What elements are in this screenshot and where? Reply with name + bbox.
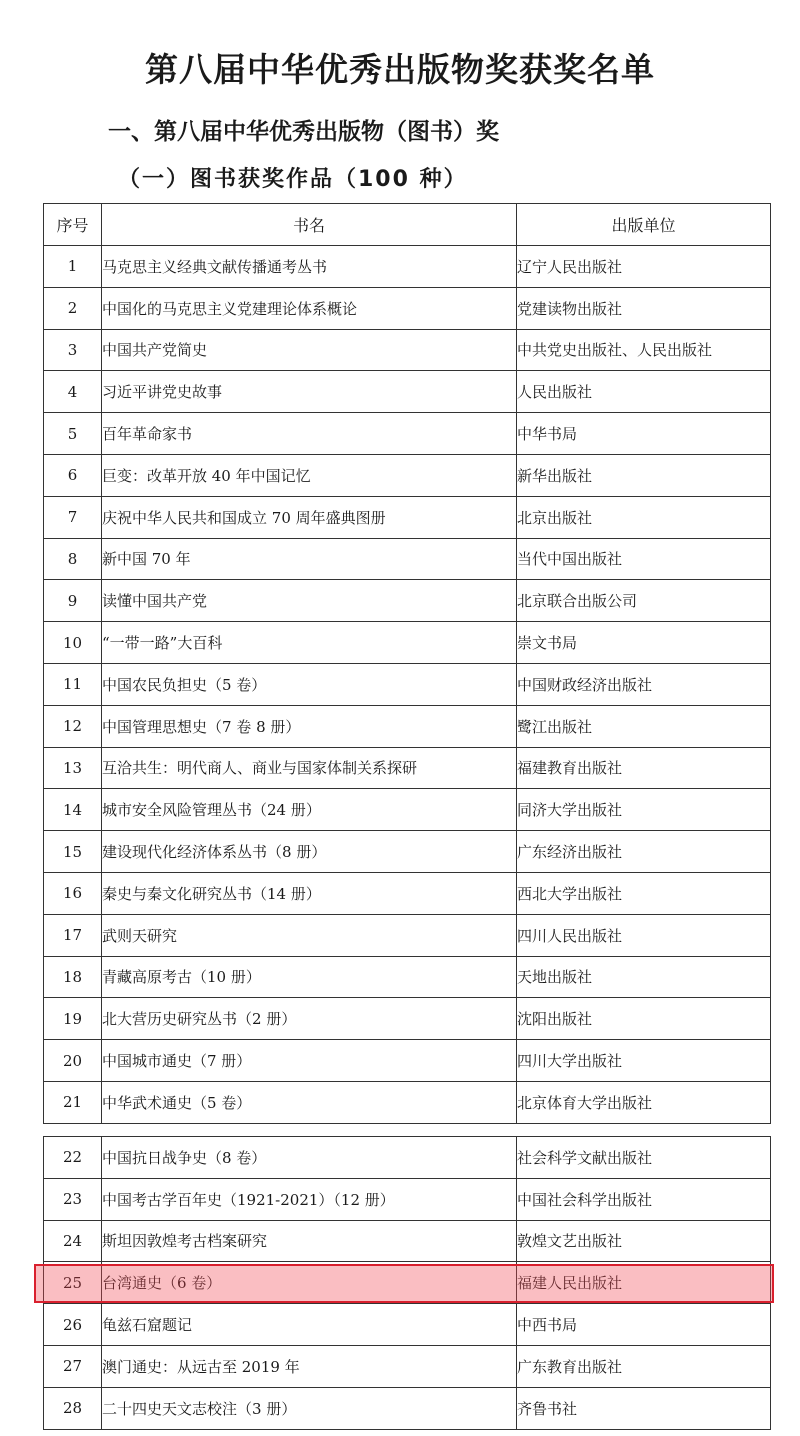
publisher-name: 西北大学出版社 xyxy=(517,872,771,914)
table-row xyxy=(44,705,771,747)
row-number: 27 xyxy=(44,1345,102,1387)
row-number: 1 xyxy=(44,246,102,288)
publisher-name: 人民出版社 xyxy=(517,371,771,413)
table-row xyxy=(44,413,771,455)
book-title: 习近平讲党史故事 xyxy=(102,371,517,413)
book-title: 中国城市通史（7 册） xyxy=(102,1040,517,1082)
book-title: 城市安全风险管理丛书（24 册） xyxy=(102,789,517,831)
book-title: 中国管理思想史（7 卷 8 册） xyxy=(102,705,517,747)
book-title: 青藏高原考古（10 册） xyxy=(102,956,517,998)
table-row xyxy=(44,246,771,288)
row-number: 19 xyxy=(44,998,102,1040)
publisher-name: 北京出版社 xyxy=(517,496,771,538)
row-number: 10 xyxy=(44,622,102,664)
publisher-name: 福建人民出版社 xyxy=(517,1262,771,1304)
row-number: 11 xyxy=(44,663,102,705)
publisher-name: 广东教育出版社 xyxy=(517,1345,771,1387)
table-row xyxy=(44,872,771,914)
table-row xyxy=(44,371,771,413)
row-number: 5 xyxy=(44,413,102,455)
publisher-name: 中西书局 xyxy=(517,1304,771,1346)
row-number: 18 xyxy=(44,956,102,998)
row-number: 2 xyxy=(44,287,102,329)
publisher-name: 崇文书局 xyxy=(517,622,771,664)
row-number: 15 xyxy=(44,831,102,873)
table-row xyxy=(44,789,771,831)
book-title: 建设现代化经济体系丛书（8 册） xyxy=(102,831,517,873)
book-title: 中国考古学百年史（1921-2021）（12 册） xyxy=(102,1178,517,1220)
book-title: 中华武术通史（5 卷） xyxy=(102,1081,517,1123)
row-number: 14 xyxy=(44,789,102,831)
header-no: 序号 xyxy=(44,204,102,246)
highlight-box xyxy=(34,1264,774,1303)
section-heading: 一、第八届中华优秀出版物（图书）奖 xyxy=(108,119,499,145)
book-title: 中国共产党简史 xyxy=(102,329,517,371)
row-number: 6 xyxy=(44,454,102,496)
document-title: 第八届中华优秀出版物奖获奖名单 xyxy=(145,50,655,89)
table-row xyxy=(44,1178,771,1220)
table-row xyxy=(44,329,771,371)
table-row xyxy=(44,956,771,998)
publisher-name: 当代中国出版社 xyxy=(517,538,771,580)
publisher-name: 辽宁人民出版社 xyxy=(517,246,771,288)
book-title: 北大营历史研究丛书（2 册） xyxy=(102,998,517,1040)
publisher-name: 沈阳出版社 xyxy=(517,998,771,1040)
book-title: 武则天研究 xyxy=(102,914,517,956)
table-row xyxy=(44,1345,771,1387)
book-title: 中国化的马克思主义党建理论体系概论 xyxy=(102,287,517,329)
row-number: 21 xyxy=(44,1081,102,1123)
publisher-name: 四川人民出版社 xyxy=(517,914,771,956)
publisher-name: 新华出版社 xyxy=(517,454,771,496)
row-number: 3 xyxy=(44,329,102,371)
row-number: 23 xyxy=(44,1178,102,1220)
publisher-name: 北京联合出版公司 xyxy=(517,580,771,622)
row-number: 7 xyxy=(44,496,102,538)
publisher-name: 天地出版社 xyxy=(517,956,771,998)
publisher-name: 中国社会科学出版社 xyxy=(517,1178,771,1220)
publisher-name: 中华书局 xyxy=(517,413,771,455)
book-title: “一带一路”大百科 xyxy=(102,622,517,664)
header-title: 书名 xyxy=(102,204,517,246)
book-title: 互洽共生：明代商人、商业与国家体制关系探研 xyxy=(102,747,517,789)
row-number: 22 xyxy=(44,1137,102,1179)
table-header-row xyxy=(44,204,771,246)
book-title: 斯坦因敦煌考古档案研究 xyxy=(102,1220,517,1262)
row-number: 26 xyxy=(44,1304,102,1346)
row-number: 24 xyxy=(44,1220,102,1262)
row-number: 17 xyxy=(44,914,102,956)
header-publisher: 出版单位 xyxy=(517,204,771,246)
publisher-name: 党建读物出版社 xyxy=(517,287,771,329)
table-row xyxy=(44,914,771,956)
publisher-name: 齐鲁书社 xyxy=(517,1387,771,1429)
row-number: 4 xyxy=(44,371,102,413)
sub-heading: （一）图书获奖作品（100 种） xyxy=(118,167,468,192)
book-title: 二十四史天文志校注（3 册） xyxy=(102,1387,517,1429)
row-number: 12 xyxy=(44,705,102,747)
book-title: 庆祝中华人民共和国成立 70 周年盛典图册 xyxy=(102,496,517,538)
row-number: 20 xyxy=(44,1040,102,1082)
table-row xyxy=(44,663,771,705)
publisher-name: 社会科学文献出版社 xyxy=(517,1137,771,1179)
table-row xyxy=(44,1137,771,1179)
row-number: 16 xyxy=(44,872,102,914)
awards-table-body-1 xyxy=(44,246,771,1124)
publisher-name: 北京体育大学出版社 xyxy=(517,1081,771,1123)
publisher-name: 同济大学出版社 xyxy=(517,789,771,831)
publisher-name: 敦煌文艺出版社 xyxy=(517,1220,771,1262)
book-title: 新中国 70 年 xyxy=(102,538,517,580)
table-row xyxy=(44,287,771,329)
table-row xyxy=(44,496,771,538)
publisher-name: 福建教育出版社 xyxy=(517,747,771,789)
book-title: 秦史与秦文化研究丛书（14 册） xyxy=(102,872,517,914)
table-row xyxy=(44,454,771,496)
publisher-name: 四川大学出版社 xyxy=(517,1040,771,1082)
table-row xyxy=(44,747,771,789)
book-title: 澳门通史：从远古至 2019 年 xyxy=(102,1345,517,1387)
table-row xyxy=(44,580,771,622)
table-row xyxy=(44,1387,771,1429)
publisher-name: 中国财政经济出版社 xyxy=(517,663,771,705)
book-title: 中国农民负担史（5 卷） xyxy=(102,663,517,705)
row-number: 9 xyxy=(44,580,102,622)
row-number: 13 xyxy=(44,747,102,789)
awards-table-part-1 xyxy=(43,203,771,1124)
publisher-name: 中共党史出版社、人民出版社 xyxy=(517,329,771,371)
table-row xyxy=(44,1220,771,1262)
table-row xyxy=(44,622,771,664)
book-title: 巨变：改革开放 40 年中国记忆 xyxy=(102,454,517,496)
book-title: 读懂中国共产党 xyxy=(102,580,517,622)
book-title: 百年革命家书 xyxy=(102,413,517,455)
row-number: 25 xyxy=(44,1262,102,1304)
publisher-name: 广东经济出版社 xyxy=(517,831,771,873)
publisher-name: 鹭江出版社 xyxy=(517,705,771,747)
table-row xyxy=(44,1040,771,1082)
book-title: 马克思主义经典文献传播通考丛书 xyxy=(102,246,517,288)
table-row xyxy=(44,538,771,580)
row-number: 28 xyxy=(44,1387,102,1429)
table-row xyxy=(44,831,771,873)
table-row xyxy=(44,998,771,1040)
book-title: 台湾通史（6 卷） xyxy=(102,1262,517,1304)
book-title: 龟兹石窟题记 xyxy=(102,1304,517,1346)
table-row xyxy=(44,1304,771,1346)
book-title: 中国抗日战争史（8 卷） xyxy=(102,1137,517,1179)
row-number: 8 xyxy=(44,538,102,580)
table-row xyxy=(44,1081,771,1123)
